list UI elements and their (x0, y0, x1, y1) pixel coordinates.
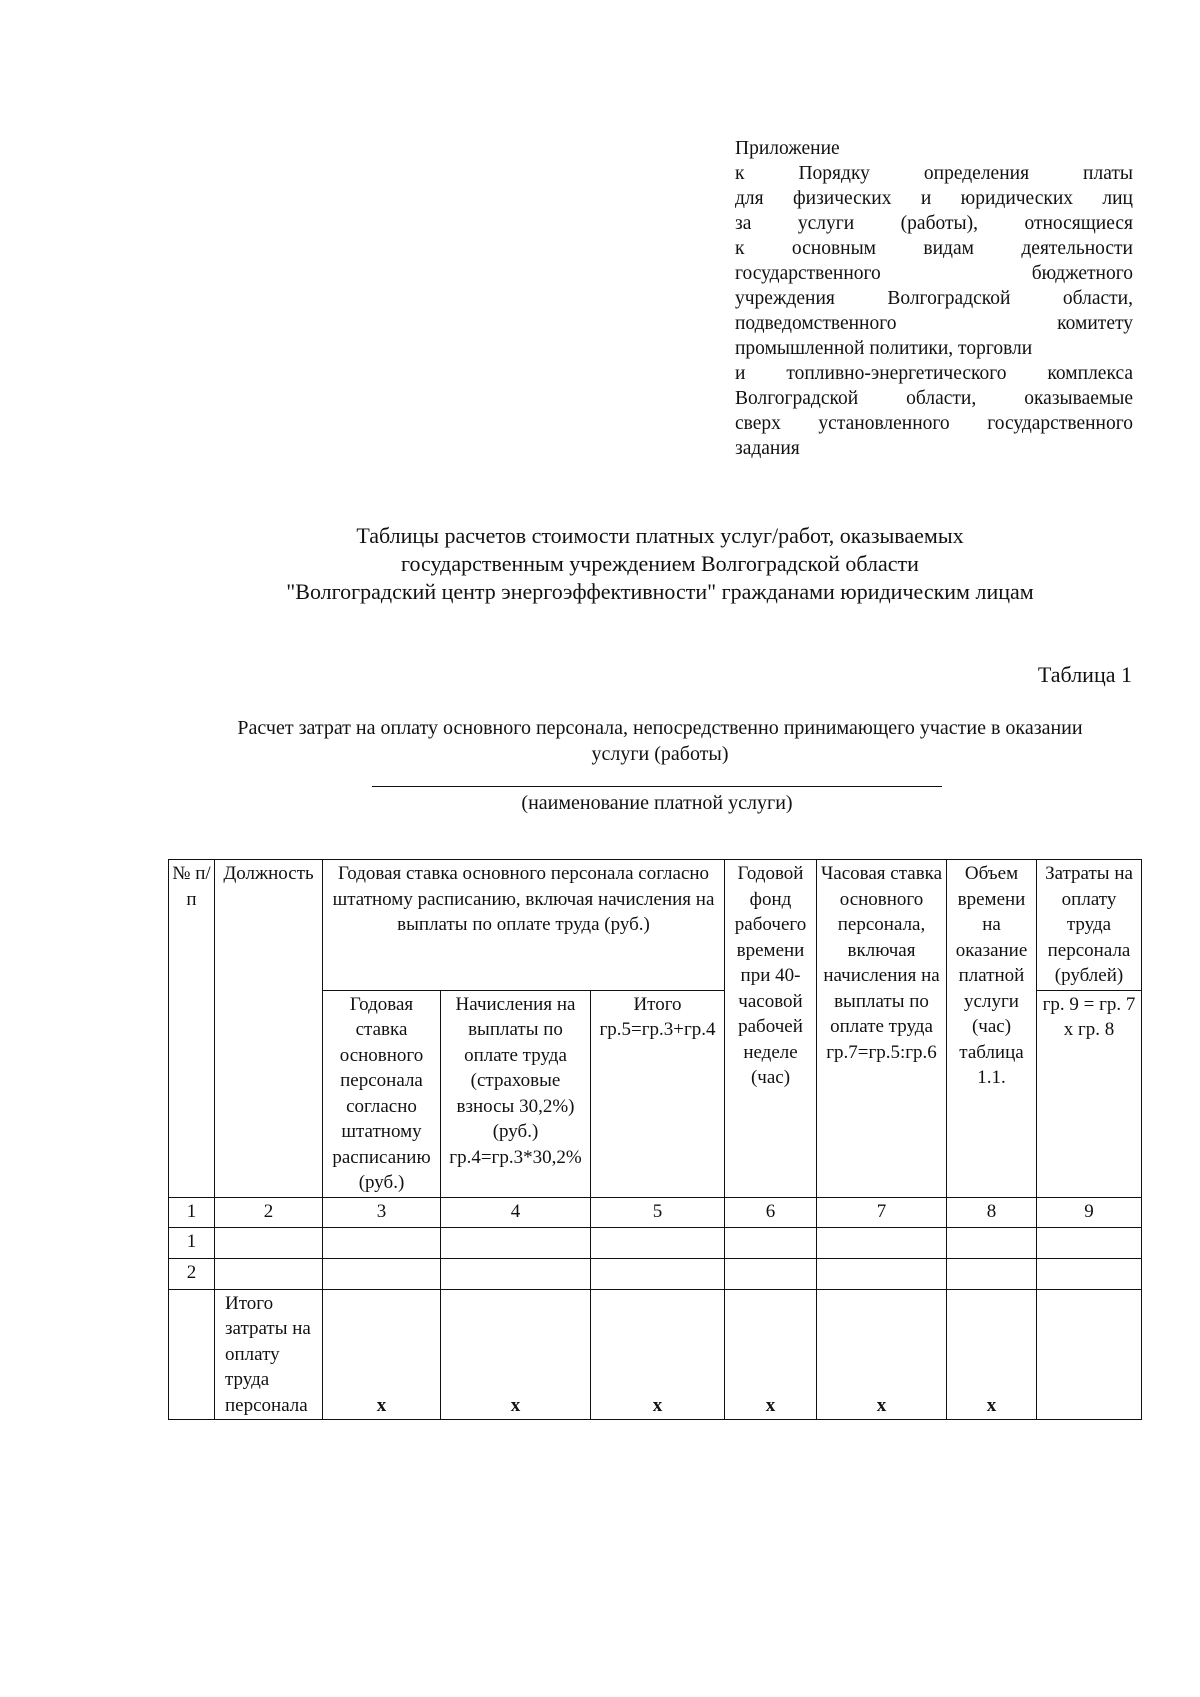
service-name-blank-line (372, 786, 942, 787)
total-mark: х (591, 1289, 725, 1420)
cell (441, 1227, 591, 1258)
column-number: 5 (591, 1197, 725, 1227)
column-number: 4 (441, 1197, 591, 1227)
heading-line: "Волгоградский центр энергоэффективности" гражданами юридическим лицам (286, 579, 1034, 604)
row-number: 2 (169, 1258, 215, 1289)
appendix-line: государственного бюджетного (735, 263, 1133, 284)
service-caption: (наименование платной услуги) (521, 792, 793, 814)
appendix-line: подведомственного комитету (735, 313, 1133, 334)
cell (215, 1258, 323, 1289)
heading-line: Таблицы расчетов стоимости платных услуг/работ, оказываемых (356, 523, 964, 548)
cell (215, 1227, 323, 1258)
total-row (169, 1289, 1142, 1420)
cell (1037, 1258, 1142, 1289)
row-number: 1 (169, 1227, 215, 1258)
column-number: 9 (1037, 1197, 1142, 1227)
header-time-volume: Объем времени на оказание платной услуги (час) таблица 1.1. (947, 860, 1037, 1198)
subtitle-line: Расчет затрат на оплату основного персонала, непосредственно принимающего участие в оказании (237, 717, 1083, 739)
appendix-title: Приложение (735, 138, 840, 159)
header-annual-rate-group: Годовая ставка основного персонала согласно штатному расписанию, включая начисления на выплаты по оплате труда (руб.) (323, 860, 725, 991)
document-heading (180, 522, 1140, 606)
appendix-line: за услуги (работы), относящиеся (735, 213, 1133, 234)
heading-line: государственным учреждением Волгоградской области (401, 551, 919, 576)
cell (817, 1227, 947, 1258)
table-subtitle (180, 715, 1140, 767)
cell (725, 1258, 817, 1289)
header-annual-fund: Годовой фонд рабочего времени при 40-часовой рабочей неделе (час) (725, 860, 817, 1198)
table-label: Таблица 1 (1037, 662, 1132, 687)
header-number: № п/п (169, 860, 215, 1198)
appendix-block (735, 136, 1133, 461)
cell (591, 1258, 725, 1289)
header-annual-rate: Годовая ставка основного персонала согласно штатному расписанию (руб.) (323, 990, 441, 1197)
total-mark: х (725, 1289, 817, 1420)
cell (323, 1227, 441, 1258)
appendix-line: для физических и юридических лиц (735, 188, 1133, 209)
header-position: Должность (215, 860, 323, 1198)
header-subtotal: Итого гр.5=гр.3+гр.4 (591, 990, 725, 1197)
header-hourly-rate: Часовая ставка основного персонала, включая начисления на выплаты по оплате труда гр.7=гр.5:гр.6 (817, 860, 947, 1198)
total-mark: х (323, 1289, 441, 1420)
cell (441, 1258, 591, 1289)
header-accruals: Начисления на выплаты по оплате труда (страховые взносы 30,2%) (руб.) гр.4=гр.3*30,2% (441, 990, 591, 1197)
appendix-line: задания (735, 438, 800, 459)
total-mark: х (441, 1289, 591, 1420)
column-number-row (169, 1197, 1142, 1227)
total-mark: х (947, 1289, 1037, 1420)
appendix-line: учреждения Волгоградской области, (735, 288, 1133, 309)
cost-table (168, 859, 1142, 1420)
column-number: 2 (215, 1197, 323, 1227)
appendix-line: к основным видам деятельности (735, 238, 1133, 259)
appendix-line: к Порядку определения платы (735, 163, 1133, 184)
appendix-line: промышленной политики, торговли (735, 338, 1033, 359)
cell (817, 1258, 947, 1289)
column-number: 7 (817, 1197, 947, 1227)
column-number: 8 (947, 1197, 1037, 1227)
total-staff-costs-cell (1037, 1289, 1142, 1420)
cell (323, 1258, 441, 1289)
cell (1037, 1227, 1142, 1258)
header-row (169, 860, 1142, 991)
column-number: 1 (169, 1197, 215, 1227)
cell (947, 1227, 1037, 1258)
cell (591, 1227, 725, 1258)
cell (725, 1227, 817, 1258)
total-mark: х (817, 1289, 947, 1420)
table-row (169, 1258, 1142, 1289)
cell (169, 1289, 215, 1420)
appendix-line: и топливно-энергетического комплекса (735, 363, 1133, 384)
header-staff-costs: Затраты на оплату труда персонала (рублей) (1037, 860, 1142, 991)
header-staff-costs-formula: гр. 9 = гр. 7 х гр. 8 (1037, 990, 1142, 1197)
cell (947, 1258, 1037, 1289)
appendix-line: сверх установленного государственного (735, 413, 1133, 434)
table-row (169, 1227, 1142, 1258)
subtitle-line: услуги (работы) (591, 743, 729, 765)
column-number: 6 (725, 1197, 817, 1227)
column-number: 3 (323, 1197, 441, 1227)
total-label: Итого затраты на оплату труда персонала (215, 1289, 323, 1420)
appendix-line: Волгоградской области, оказываемые (735, 388, 1133, 409)
